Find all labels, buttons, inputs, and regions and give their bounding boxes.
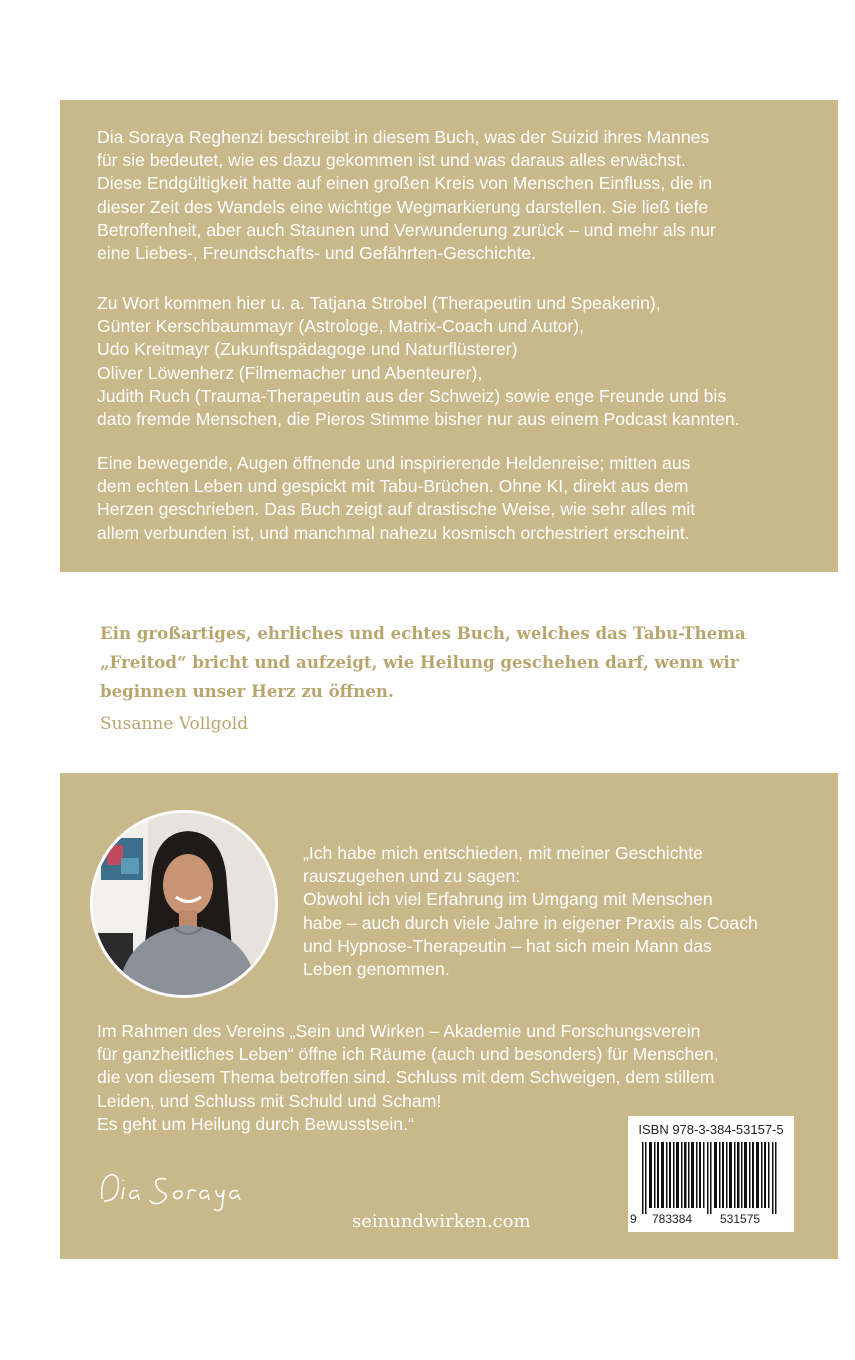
text-line: Ein großartiges, ehrliches und echtes Buch, welches das Tabu-Thema: [100, 623, 746, 643]
text-line: Eine bewegende, Augen öffnende und inspirierende Heldenreise; mitten aus: [97, 453, 691, 473]
text-line: „Ich habe mich entschieden, mit meiner Geschichte: [303, 843, 703, 863]
text-line: Obwohl ich viel Erfahrung im Umgang mit Menschen: [303, 889, 713, 910]
author-portrait-image: [93, 813, 275, 995]
text-line: für ganzheitliches Leben“ öffne ich Räume (auch und besonders) für Menschen,: [97, 1044, 719, 1065]
text-line: die von diesem Thema betroffen sind. Schluss mit dem Schweigen, dem stillem: [97, 1067, 715, 1088]
description-paragraph-2: [97, 292, 807, 431]
text-line: Betroffenheit, aber auch Staunen und Verwunderung zurück – und mehr als nur: [97, 219, 716, 240]
author-quote: [303, 842, 823, 981]
text-line: dem echten Leben und gespickt mit Tabu-Brüchen. Ohne KI, direkt aus dem: [97, 476, 689, 497]
text-line: für sie bedeutet, wie es dazu gekommen ist und was daraus alles erwächst.: [97, 150, 686, 171]
text-line: eine Liebes-, Freundschafts- und Gefährten-Geschichte.: [97, 243, 537, 264]
text-line: Judith Ruch (Trauma-Therapeutin aus der Schweiz) sowie enge Freunde und bis: [97, 385, 727, 406]
text-line: Es geht um Heilung durch Bewusstsein.“: [97, 1113, 414, 1134]
text-line: dato fremde Menschen, die Pieros Stimme bisher nur aus einem Podcast kannten.: [97, 409, 740, 430]
barcode-digit-first: 9: [630, 1212, 637, 1226]
barcode-bars: [636, 1142, 786, 1214]
author-signature: [96, 1165, 256, 1215]
text-line: Oliver Löwenherz (Filmemacher und Abenteurer),: [97, 362, 483, 383]
author-photo: [90, 810, 278, 998]
isbn-barcode: [628, 1116, 794, 1232]
barcode-digits-left: 783384: [652, 1212, 693, 1226]
text-line: Leben genommen.: [303, 959, 450, 980]
text-line: allem verbunden ist, und manchmal nahezu kosmisch orchestriert erscheint.: [97, 522, 690, 543]
text-line: Diese Endgültigkeit hatte auf einen großen Kreis von Menschen Einfluss, die in: [97, 173, 713, 194]
website-url: seinundwirken.com: [352, 1211, 531, 1232]
text-line: Im Rahmen des Vereins „Sein und Wirken – Akademie und Forschungsverein: [97, 1021, 701, 1041]
text-line: Udo Kreitmayr (Zukunftspädagoge und Naturflüsterer): [97, 339, 518, 360]
text-line: und Hypnose-Therapeutin – hat sich mein Mann das: [303, 935, 712, 956]
text-line: Dia Soraya Reghenzi beschreibt in diesem Buch, was der Suizid ihres Mannes: [97, 127, 710, 147]
text-line: Günter Kerschbaummayr (Astrologe, Matrix-Coach und Autor),: [97, 316, 584, 337]
barcode-digits-right: 531575: [720, 1212, 761, 1226]
text-line: Herzen geschrieben. Das Buch zeigt auf drastische Weise, wie sehr alles mit: [97, 499, 696, 520]
testimonial-author: Susanne Vollgold: [100, 714, 249, 734]
text-line: Zu Wort kommen hier u. a. Tatjana Strobel (Therapeutin und Speakerin),: [97, 293, 661, 313]
text-line: habe – auch durch viele Jahre in eigener Praxis als Coach: [303, 912, 758, 933]
author-panel: [60, 773, 838, 1259]
testimonial-quote: [100, 619, 780, 706]
text-line: beginnen unser Herz zu öffnen.: [100, 681, 394, 701]
text-line: rauszugehen und zu sagen:: [303, 866, 521, 887]
description-panel: [60, 100, 838, 572]
text-line: Leiden, und Schluss mit Schuld und Scham!: [97, 1090, 442, 1111]
description-paragraph-3: [97, 452, 807, 545]
text-line: dieser Zeit des Wandels eine wichtige Wegmarkierung darstellen. Sie ließ tiefe: [97, 196, 709, 217]
text-line: „Freitod“ bricht und aufzeigt, wie Heilung geschehen darf, wenn wir: [100, 652, 739, 672]
description-paragraph-1: [97, 126, 807, 265]
isbn-label: ISBN 978-3-384-53157-5: [638, 1122, 784, 1137]
